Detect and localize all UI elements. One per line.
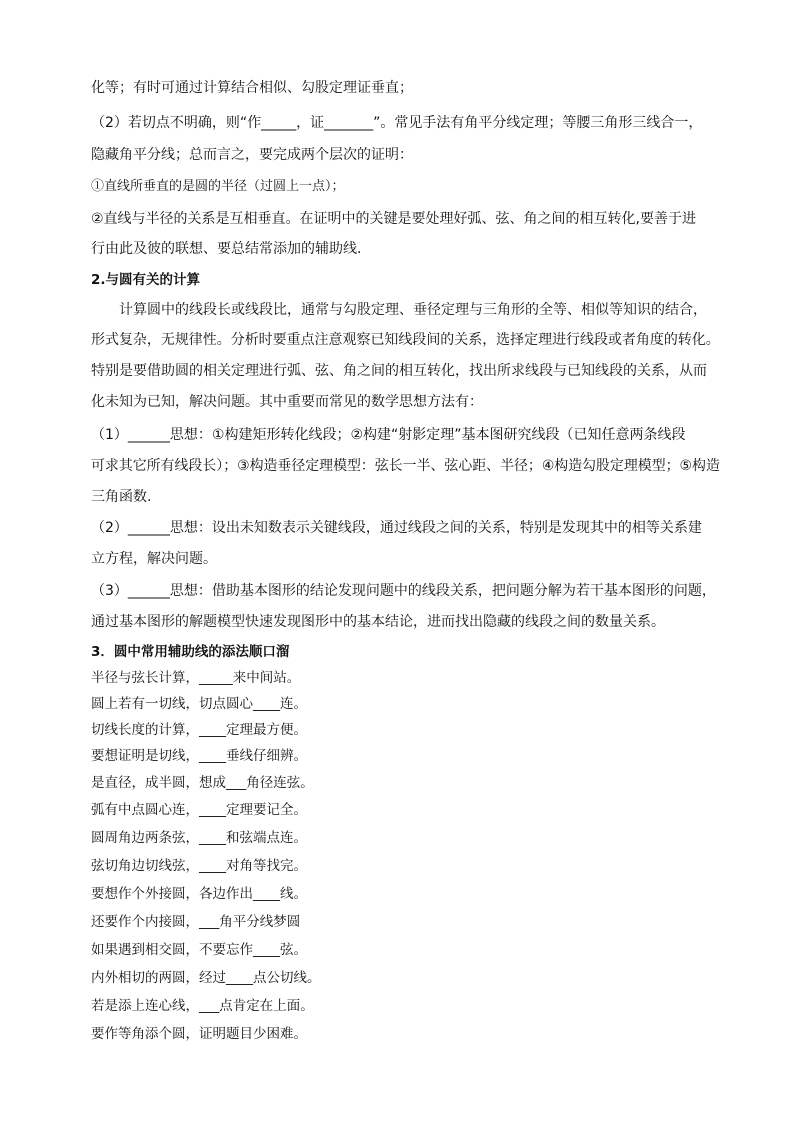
text-line: 隐藏角平分线；总而言之，要完成两个层次的证明： bbox=[91, 147, 413, 163]
text-line: （2）______思想：设出未知数表示关键线段，通过线段之间的关系，特别是发现其中的相等关系建 bbox=[91, 520, 702, 536]
rhyme-line: 内外相切的两圆，经过____点公切线。 bbox=[91, 970, 321, 986]
text-line: 通过基本图形的解题模型快速发现图形中的基本结论，进而找出隐藏的线段之间的数量关系。 bbox=[91, 614, 665, 630]
rhyme-line: 弦切角边切线弦，____对角等找完。 bbox=[91, 858, 307, 874]
text-line: 化等；有时可通过计算结合相似、勾股定理证垂直； bbox=[91, 80, 413, 96]
rhyme-line: 圆周角边两条弦，____和弦端点连。 bbox=[91, 830, 307, 846]
text-line: （1）______思想：①构建矩形转化线段；②构建“射影定理”基本图研究线段（已知任意两条线段 bbox=[91, 427, 686, 443]
rhyme-line: 要想作个外接圆，各边作出____线。 bbox=[91, 886, 307, 902]
rhyme-line: 半径与弦长计算，_____来中间站。 bbox=[91, 670, 301, 686]
section-heading: 2.与圆有关的计算 bbox=[91, 272, 201, 288]
text-line: （2）若切点不明确，则“作_____，证_______”。常见手法有角平分线定理；等腰三角形三线合一， bbox=[91, 115, 703, 131]
rhyme-line: 若是添上连心线，___点肯定在上面。 bbox=[91, 998, 314, 1014]
rhyme-line: 是直径，成半圆，想成___角径连弦。 bbox=[91, 775, 314, 791]
text-line: 可求其它所有线段长）；③构造垂径定理模型：弦长一半、弦心距、半径；④构造勾股定理模型；⑤构造 bbox=[91, 458, 720, 474]
section-heading: 3．圆中常用辅助线的添法顺口溜 bbox=[91, 644, 290, 660]
rhyme-line: 要想证明是切线，____垂线仔细辨。 bbox=[91, 748, 307, 764]
text-line: 化未知为已知，解决问题。其中重要而常见的数学思想方法有： bbox=[91, 394, 483, 410]
text-line: 行由此及彼的联想、要总结常添加的辅助线. bbox=[91, 241, 362, 257]
text-line: 三角函数. bbox=[91, 489, 152, 505]
rhyme-line: 如果遇到相交圆，不要忘作____弦。 bbox=[91, 942, 307, 958]
rhyme-line: 弧有中点圆心连，____定理要记全。 bbox=[91, 802, 307, 818]
text-line: （3）______思想：借助基本图形的结论发现问题中的线段关系，把问题分解为若干基本图形的问题， bbox=[91, 583, 716, 599]
rhyme-line: 要作等角添个圆，证明题目少困难。 bbox=[91, 1026, 307, 1042]
text-line: ②直线与半径的关系是互相垂直。在证明中的关键是要处理好弧、弦、角之间的相互转化,要善于进 bbox=[91, 211, 696, 227]
rhyme-line: 还要作个内接圆，___角平分线梦圆 bbox=[91, 914, 301, 930]
rhyme-line: 切线长度的计算，____定理最方便。 bbox=[91, 722, 307, 738]
text-line: ①直线所垂直的是圆的半径（过圆上一点）； bbox=[91, 179, 345, 194]
text-line: 立方程，解决问题。 bbox=[91, 551, 217, 567]
text-line: 计算圆中的线段长或线段比，通常与勾股定理、垂径定理与三角形的全等、相似等知识的结合， bbox=[119, 302, 707, 318]
text-line: 特别是要借助圆的相关定理进行弧、弦、角之间的相互转化，找出所求线段与已知线段的关系，从而 bbox=[91, 363, 707, 379]
text-line: 形式复杂，无规律性。分析时要重点注意观察已知线段间的关系，选择定理进行线段或者角度的转化。 bbox=[91, 332, 720, 348]
rhyme-line: 圆上若有一切线，切点圆心____连。 bbox=[91, 696, 307, 712]
